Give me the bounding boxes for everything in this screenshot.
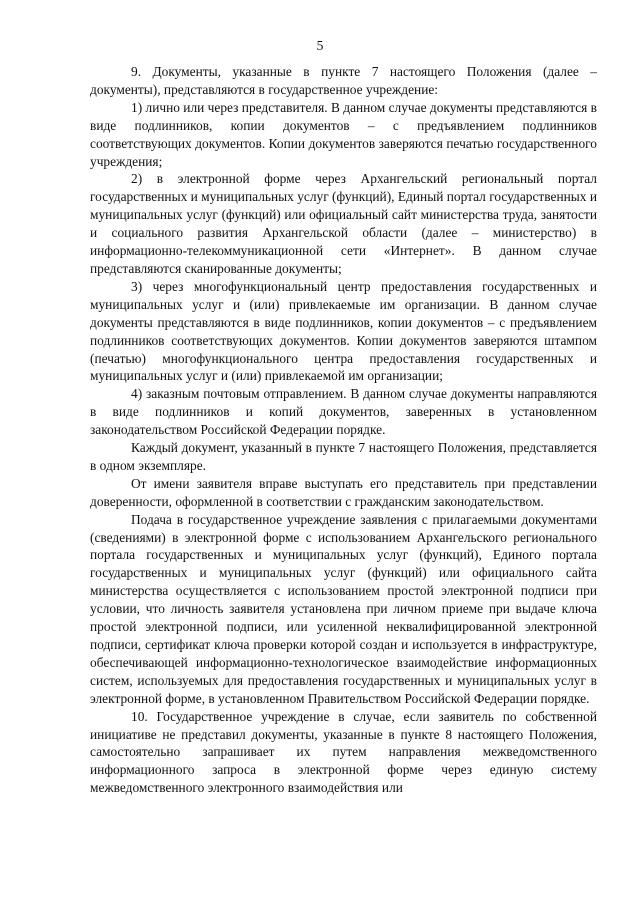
paragraph-subitem-3-mfc: 3) через многофункциональный центр предоставления государственных и муниципальных услуг и (или) привлекаемые им организации. В данном случае документы представляются в виде подлинников, копии документов – с предъявлением подлинников соответствующих документов. Копии документов заверяются штампом (печатью) многофункционального центра предоставления государственных и муниципальных услуг и (или) привлекаемой им организации;	[90, 278, 597, 384]
paragraph-subitem-4-mail: 4) заказным почтовым отправлением. В данном случае документы направляются в виде подлинников и копий документов, заверенных в установленном законодательством Российской Федерации порядке.	[90, 386, 597, 438]
paragraph-representative: От имени заявителя вправе выступать его представитель при представлении доверенности, оформленной в соответствии с гражданским законодательством.	[90, 475, 597, 509]
paragraph-electronic-signature: Подача в государственное учреждение заявления с прилагаемыми документами (сведениями) в электронной форме с использованием Архангельского регионального портала государственных и муниципальных услуг (функций), Единого портала государственных и муниципальных услуг (функций) или официального сайта министерства осуществляется с использованием простой электронной подписи при условии, что личность заявителя установлена при личном приеме при выдаче ключа простой электронной подписи, или усиленной неквалифицированной электронной подписи, сертификат ключа проверки которой создан и используется в инфраструктуре, обеспечивающей информационно-технологическое взаимодействие информационных систем, используемых для предоставления государственных и муниципальных услуг в электронной форме, в установленном Правительством Российской Федерации порядке.	[90, 511, 597, 706]
paragraph-subitem-2-electronic: 2) в электронной форме через Архангельский региональный портал государственных и муниципальных услуг (функций), Единый портал государственных и муниципальных услуг (функций) или официальный сайт министерства труда, занятости и социального развития Архангельской области (далее – министерство) в информационно-телекоммуникационной сети «Интернет». В данном случае представляются сканированные документы;	[90, 171, 597, 276]
paragraph-item-10: 10. Государственное учреждение в случае, если заявитель по собственной инициативе не представил документы, указанные в пункте 8 настоящего Положения, самостоятельно запрашивает их путем направления межведомственного информационного запроса в электронной форме через единую систему межведомственного электронного взаимодействия или	[90, 708, 597, 796]
paragraph-single-copy: Каждый документ, указанный в пункте 7 настоящего Положения, представляется в одном экземпляре.	[90, 440, 597, 473]
paragraph-item-9: 9. Документы, указанные в пункте 7 настоящего Положения (далее – документы), представляются в государственное учреждение:	[90, 64, 597, 97]
paragraph-subitem-1-in-person: 1) лично или через представителя. В данном случае документы представляются в виде подлинников, копии документов – с предъявлением подлинников соответствующих документов. Копии документов заверяются печатью государственного учреждения;	[90, 99, 597, 169]
document-body	[90, 63, 597, 797]
page-number: 5	[316, 38, 324, 53]
